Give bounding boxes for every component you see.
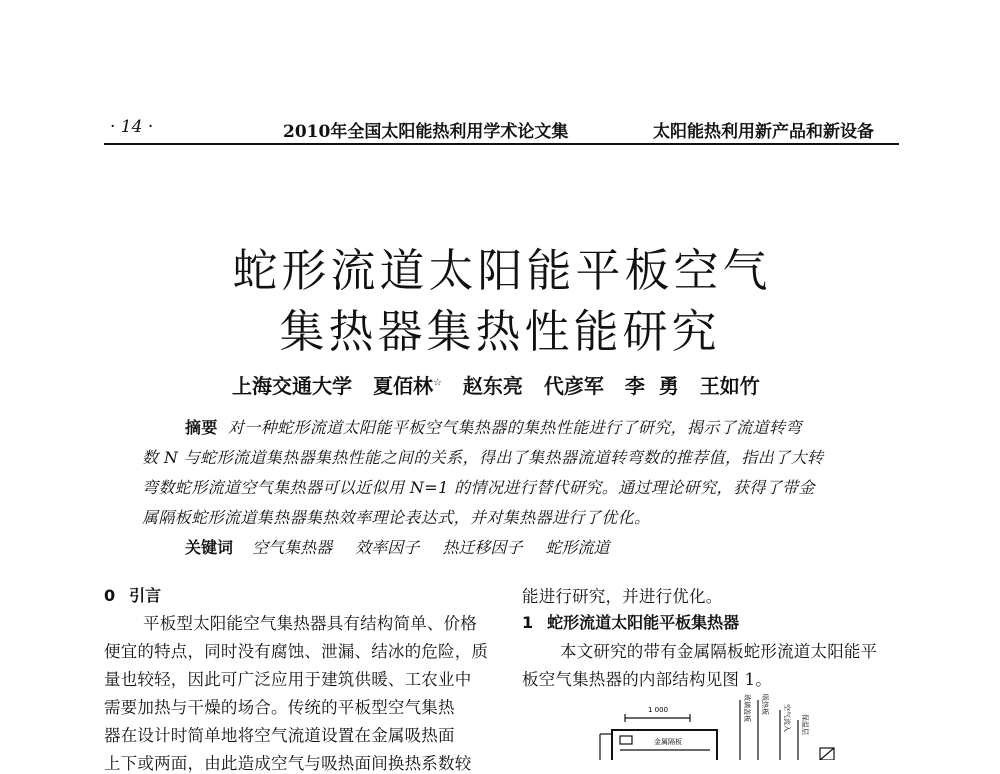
body-line: 需要加热与干燥的场合。传统的平板型空气集热	[104, 698, 455, 717]
abstract-line: 弯数蛇形流道空气集热器可以近似用 N=1 的情况进行替代研究。通过理论研究，获得了带金	[142, 478, 815, 497]
page-number: · 14 ·	[110, 117, 154, 137]
body-line: 本文研究的带有金属隔板蛇形流道太阳能平	[560, 642, 878, 661]
paper-title-line-1: 蛇形流道太阳能平板空气	[232, 244, 772, 297]
abstract-line: 属隔板蛇形流道集热器集热效率理论表达式，并对集热器进行了优化。	[142, 508, 651, 527]
abstract-label: 摘要	[185, 418, 218, 437]
header-rule	[104, 143, 899, 145]
figure-dimension-label: 1 000	[648, 706, 669, 714]
corresponding-mark: ☆	[432, 377, 442, 389]
section-heading-0: 0 引言	[104, 586, 162, 605]
figure-side-label: 空气流入	[783, 704, 791, 732]
author-name: 夏佰林☆	[372, 374, 442, 398]
keywords	[185, 535, 627, 558]
keyword: 空气集热器	[252, 538, 333, 557]
body-line: 平板型太阳能空气集热器具有结构简单、价格	[143, 614, 477, 633]
affiliation: 上海交通大学	[232, 374, 352, 398]
figure-plate-label: 金属隔板	[654, 738, 682, 746]
body-line: 量也较轻，因此可广泛应用于建筑供暖、工农业中	[104, 670, 472, 689]
body-line: 器在设计时简单地将空气流道设置在金属吸热面	[104, 726, 455, 745]
body-line: 上下或两面，由此造成空气与吸热面间换热系数较	[104, 754, 472, 773]
abstract-text: 对一种蛇形流道太阳能平板空气集热器的集热性能进行了研究，揭示了流道转弯	[227, 418, 802, 437]
author-name: 代彦军	[543, 374, 604, 398]
paper-title-line-2: 集热器集热性能研究	[279, 305, 721, 358]
figure-side-label: 吸热板	[761, 694, 769, 715]
author-name: 赵东亮	[462, 374, 523, 398]
body-line: 便宜的特点，同时没有腐蚀、泄漏、结冰的危险，质	[104, 642, 489, 661]
figure-side-label: 玻璃盖板	[743, 694, 751, 722]
author-line	[232, 370, 774, 399]
keywords-label: 关键词	[185, 538, 234, 557]
keyword: 效率因子	[355, 538, 420, 557]
author-name: 李 勇	[624, 374, 679, 398]
body-line: 板空气集热器的内部结构见图 1。	[522, 670, 772, 689]
author-name: 王如竹	[699, 374, 760, 398]
figure-side-label: 保温层	[801, 714, 809, 735]
figure-1-collector-diagram	[590, 690, 860, 760]
keyword: 蛇形流道	[545, 538, 610, 557]
body-line: 能进行研究，并进行优化。	[522, 587, 723, 606]
keyword: 热迁移因子	[442, 538, 523, 557]
section-heading-1: 1 蛇形流道太阳能平板集热器	[522, 613, 740, 632]
abstract-line	[185, 415, 802, 438]
abstract-line: 数 N 与蛇形流道集热器集热性能之间的关系，得出了集热器流道转弯数的推荐值，指出了大转	[142, 448, 824, 467]
book-title: 2010年全国太阳能热利用学术论文集	[283, 122, 569, 142]
section-title: 太阳能热利用新产品和新设备	[653, 122, 874, 142]
